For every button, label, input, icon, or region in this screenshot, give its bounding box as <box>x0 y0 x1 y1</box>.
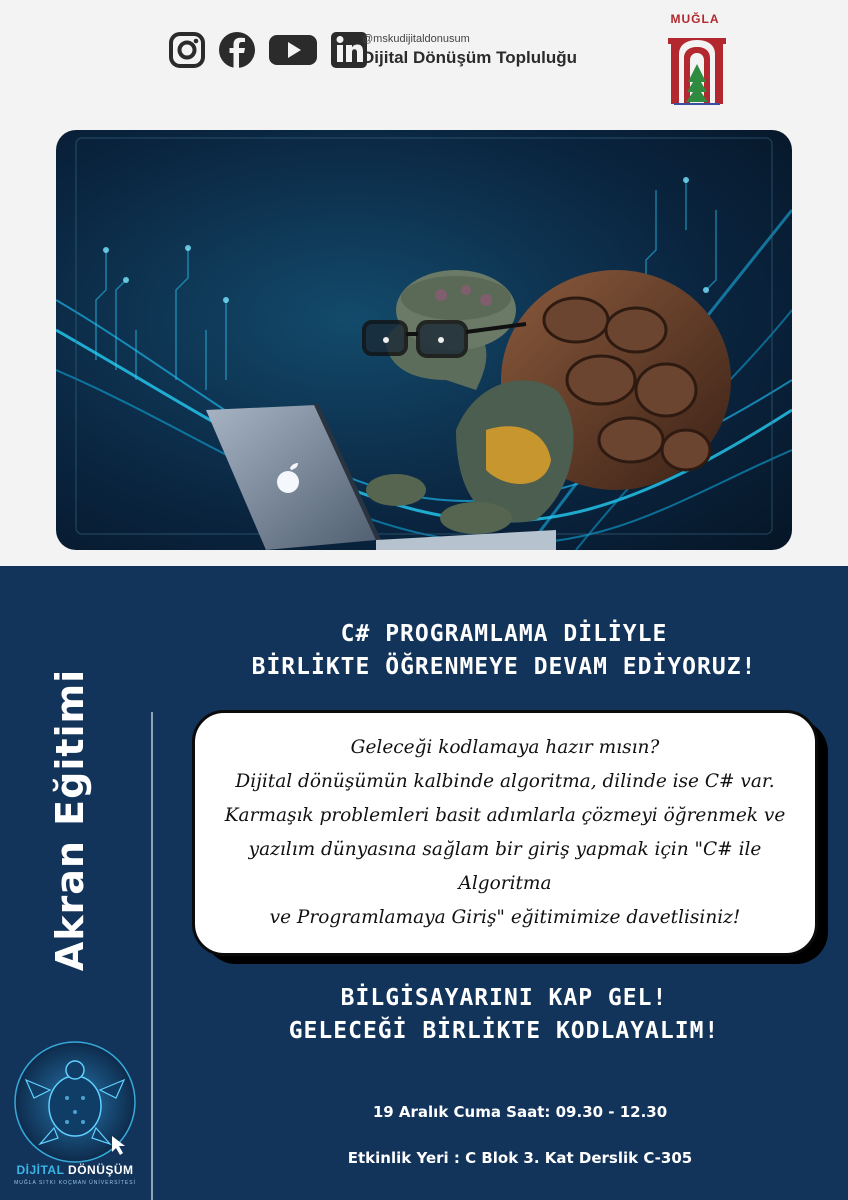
youtube-icon[interactable] <box>268 31 318 69</box>
headline-bottom-line1: BİLGİSAYARINI KAP GEL! <box>340 985 668 1011</box>
vertical-divider <box>151 712 153 1200</box>
headline-bottom-line2: GELECEĞİ BİRLİKTE KODLAYALIM! <box>288 1018 720 1044</box>
invitation-text <box>195 731 815 935</box>
instagram-icon[interactable] <box>168 31 206 69</box>
social-handle[interactable]: @mskudijitaldonusum <box>362 33 470 45</box>
community-logo-text: DİJİTAL DÖNÜŞÜM <box>16 1163 134 1177</box>
card-line: Geleceği kodlamaya hazır mısın? <box>350 737 660 758</box>
event-location: Etkinlik Yeri : C Blok 3. Kat Derslik C-305 <box>347 1149 693 1167</box>
university-logo-icon <box>662 12 732 112</box>
headline-bottom <box>160 982 848 1048</box>
vertical-title: Akran Eğitimi <box>48 668 92 972</box>
card-line: yazılım dünyasına sağlam bir giriş yapmak için "C# ile Algoritma <box>248 839 762 894</box>
social-icons <box>168 31 368 69</box>
community-logo-subtitle: MUĞLA SITKI KOÇMAN ÜNİVERSİTESİ <box>14 1180 136 1186</box>
headline-top-line2: BİRLİKTE ÖĞRENMEYE DEVAM EDİYORUZ! <box>251 654 757 680</box>
event-date-time: 19 Aralık Cuma Saat: 09.30 - 12.30 <box>372 1103 668 1121</box>
hero-illustration <box>56 130 792 550</box>
facebook-icon[interactable] <box>218 31 256 69</box>
headline-top <box>160 618 848 684</box>
card-line: ve Programlamaya Giriş" eğitimimize davetlisiniz! <box>269 907 741 928</box>
card-line: Karmaşık problemleri basit adımlarla çözmeyi öğrenmek ve <box>224 805 786 826</box>
vertical-title-wrap <box>40 640 100 1000</box>
community-name: Dijital Dönüşüm Topluluğu <box>362 48 577 67</box>
community-logo-icon <box>12 1040 138 1170</box>
card-line: Dijital dönüşümün kalbinde algoritma, dilinde ise C# var. <box>235 771 775 792</box>
university-name: MUĞLA <box>670 12 720 26</box>
headline-top-line1: C# PROGRAMLAMA DİLİYLE <box>340 621 668 647</box>
header-area <box>0 0 848 566</box>
invitation-card <box>192 710 818 956</box>
